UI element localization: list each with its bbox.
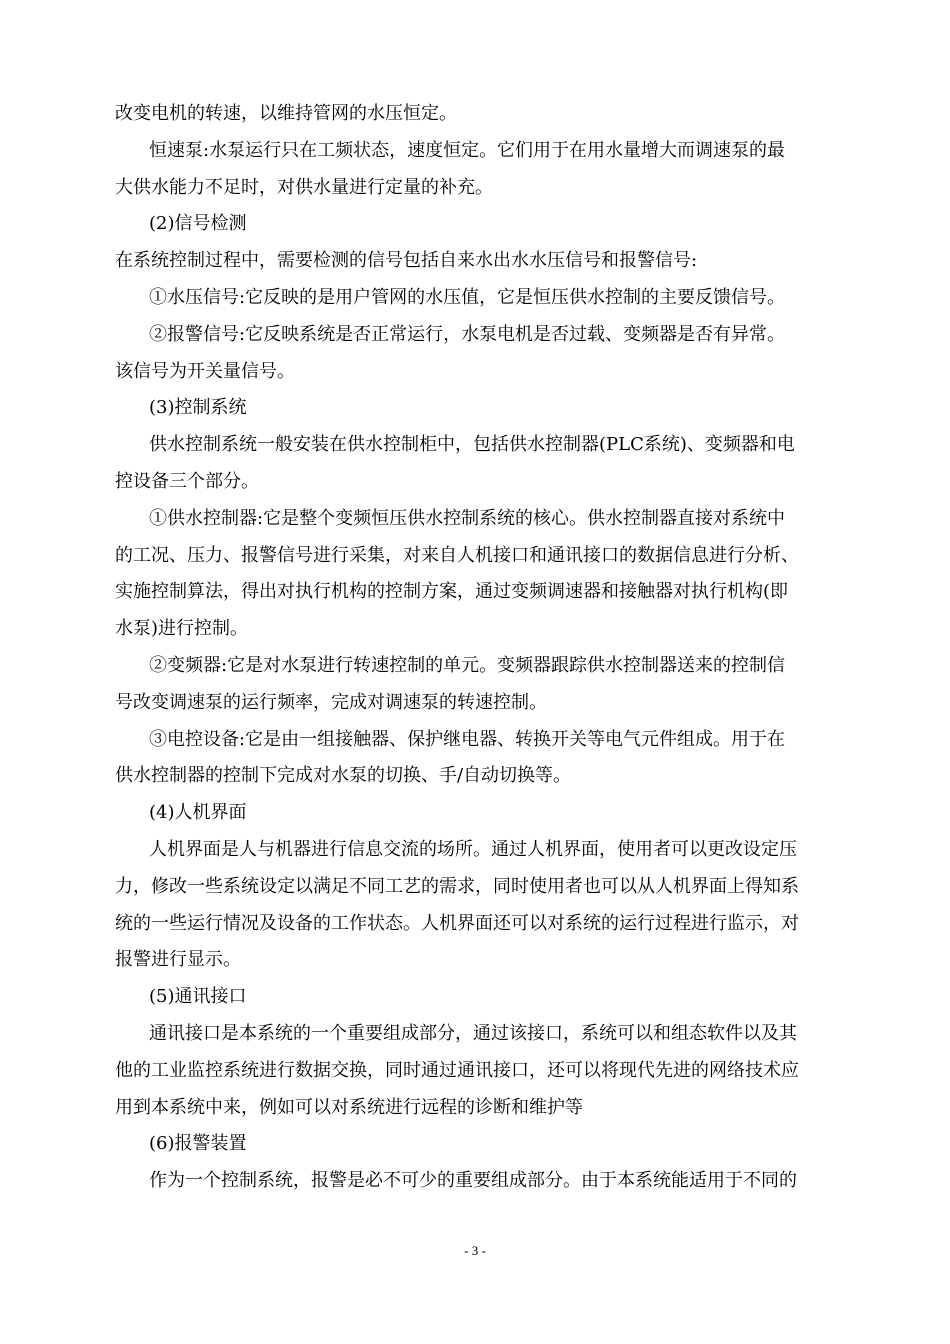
page-number: - 3 - [464, 1243, 486, 1258]
text-line: 的工况、压力、报警信号进行采集，对来自人机接口和通讯接口的数据信息进行分析、 [115, 544, 799, 566]
text-line: 人机界面是人与机器进行信息交流的场所。通过人机界面，使用者可以更改设定压 [149, 838, 797, 860]
text-line: 供水控制系统一般安装在供水控制柜中，包括供水控制器(PLC系统)、变频器和电 [149, 434, 795, 456]
document-body [115, 96, 835, 1200]
text-line: (3)控制系统 [149, 397, 247, 419]
text-line: 报警进行显示。 [115, 949, 241, 971]
text-line: 力，修改一些系统设定以满足不同工艺的需求，同时使用者也可以从人机界面上得知系 [115, 875, 799, 897]
text-line: 水泵)进行控制。 [115, 618, 249, 640]
text-line: 统的一些运行情况及设备的工作状态。人机界面还可以对系统的运行过程进行监示，对 [115, 912, 799, 934]
text-line: 控设备三个部分。 [115, 470, 259, 492]
text-line: 改变电机的转速，以维持管网的水压恒定。 [115, 103, 457, 124]
text-line: ③电控设备:它是由一组接触器、保护继电器、转换开关等电气元件组成。用于在 [149, 728, 786, 750]
text-line: 供水控制器的控制下完成对水泵的切换、手/自动切换等。 [115, 765, 572, 787]
text-line: (5)通讯接口 [149, 986, 247, 1008]
text-line: 号改变调速泵的运行频率，完成对调速泵的转速控制。 [115, 691, 547, 713]
text-line: ①供水控制器:它是整个变频恒压供水控制系统的核心。供水控制器直接对系统中 [149, 507, 786, 529]
text-line: (2)信号检测 [149, 213, 247, 235]
text-line: (4)人机界面 [149, 802, 247, 824]
text-line: 他的工业监控系统进行数据交换，同时通过通讯接口，还可以将现代先进的网络技术应 [115, 1059, 799, 1081]
text-line: ②报警信号:它反映系统是否正常运行，水泵电机是否过载、变频器是否有异常。 [149, 323, 786, 345]
text-line: ②变频器:它是对水泵进行转速控制的单元。变频器跟踪供水控制器送来的控制信 [149, 654, 786, 676]
text-line: 实施控制算法，得出对执行机构的控制方案，通过变频调速器和接触器对执行机构(即 [115, 581, 789, 603]
text-line: (6)报警装置 [149, 1133, 247, 1155]
text-line: 该信号为开关量信号。 [115, 360, 295, 382]
text-line: ①水压信号:它反映的是用户管网的水压值，它是恒压供水控制的主要反馈信号。 [149, 286, 786, 308]
text-line: 大供水能力不足时，对供水量进行定量的补充。 [115, 176, 493, 198]
text-line: 通讯接口是本系统的一个重要组成部分，通过该接口，系统可以和组态软件以及其 [149, 1022, 797, 1044]
text-line: 恒速泵:水泵运行只在工频状态，速度恒定。它们用于在用水量增大而调速泵的最 [149, 139, 786, 161]
text-line: 作为一个控制系统，报警是必不可少的重要组成部分。由于本系统能适用于不同的 [149, 1170, 797, 1192]
text-line: 用到本系统中来，例如可以对系统进行远程的诊断和维护等 [115, 1096, 583, 1118]
text-line: 在系统控制过程中，需要检测的信号包括自来水出水水压信号和报警信号: [115, 250, 698, 272]
